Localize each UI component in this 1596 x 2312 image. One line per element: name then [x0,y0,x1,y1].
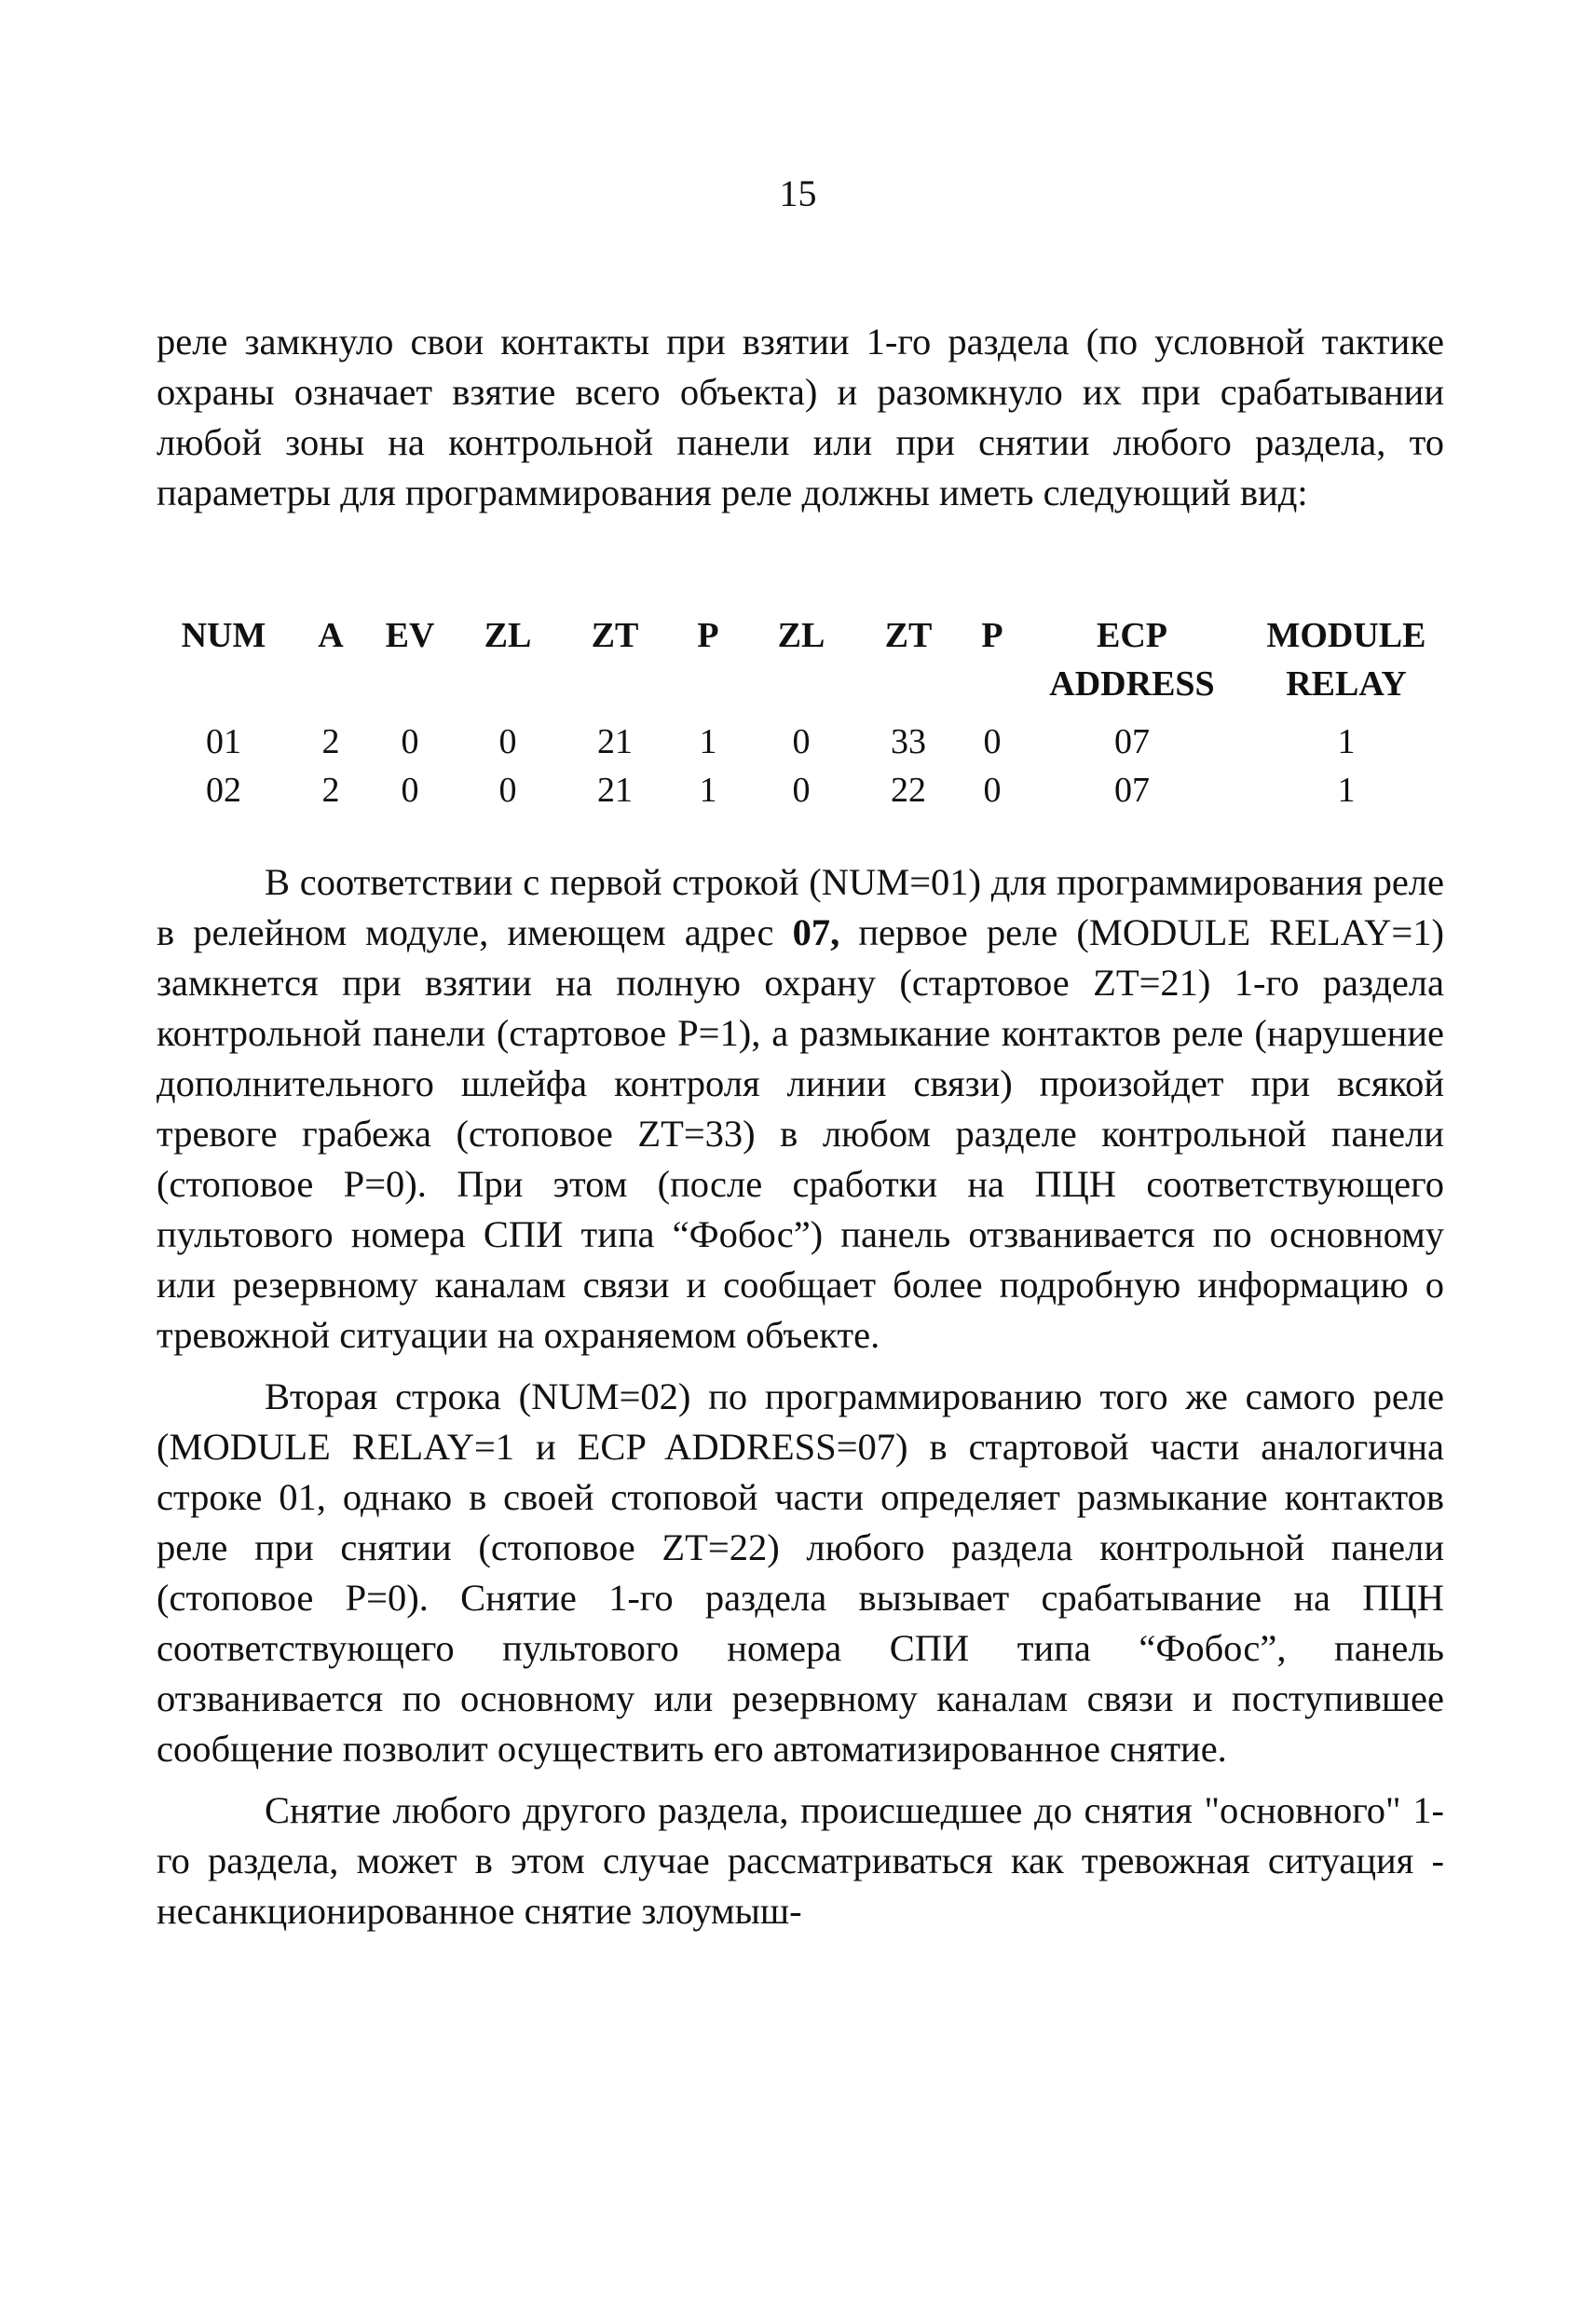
paragraph-text: В соответствии с первой строкой (NUM=01) для программирования реле в релейном модуле, имеющем адрес [157,861,1444,953]
table-cell: 07 [1114,771,1150,810]
paragraph-text: первое реле (MODULE RELAY=1) замкнется при взятии на полную охрану (стартовое ZT=21) 1-го раздела контрольной панели (стартовое P=1), а размыкание контактов реле (нарушение дополнительного шлейфа контроля линии связи) произойдет при всякой тревоге грабежа (стоповое ZT=33) в любом разделе контрольной панели (стоповое P=0). При этом (после сработки на ПЦН соответствующего пультового номера СПИ типа “Фобос”) панель отзванивается по основному или резервному каналам связи и сообщает более подробную информацию о тревожной ситуации на охраняемом объекте. [157,911,1444,1356]
table-row [149,708,1453,766]
relay-parameter-table [149,611,1453,814]
table-cell: 2 [321,771,340,810]
table-cell: 0 [792,722,811,761]
header-num: NUM [181,616,266,655]
page-number: 15 [779,172,817,214]
table-cell: 21 [597,771,633,810]
table-cell: 0 [401,722,419,761]
header-ev: EV [385,616,435,655]
table-header-row [149,611,1453,708]
table-cell: 0 [983,771,1002,810]
header-module-relay [1239,611,1453,708]
header-zl-start: ZL [484,616,532,655]
header-module: MODULE [1266,616,1426,655]
header-relay: RELAY [1286,664,1407,704]
table-cell: 22 [891,771,926,810]
header-address: ADDRESS [1049,664,1215,704]
table-cell: 1 [699,771,717,810]
intro-paragraph: реле замкнуло свои контакты при взятии 1-го раздела (по условной тактике охраны означает взятие всего объекта) и разомкнуло их при срабатывании любой зоны на контрольной панели или при снятии любого раздела, то параметры для программирования реле должны иметь следующий вид: [157,321,1444,513]
body-text [157,857,1444,1936]
header-ecp: ECP [1097,616,1167,655]
table-cell: 0 [983,722,1002,761]
header-p-stop: P [981,616,1003,655]
paragraph-second-row-explanation: Вторая строка (NUM=02) по программированию того же самого реле (MODULE RELAY=1 и ECP ADDRESS=07) в стартовой части аналогична строке 01, однако в своей стоповой части определяет размыкание контактов реле при снятии (стоповое ZT=22) любого раздела контрольной панели (стоповое P=0). Снятие 1-го раздела вызывает срабатывание на ПЦН соответствующего пультового номера СПИ типа “Фобос”, панель отзванивается по основному или резервному каналам связи и поступившее сообщение позволит осуществить его автоматизированное снятие. [157,1375,1444,1770]
table-cell: 02 [206,771,241,810]
table-cell: 33 [891,722,926,761]
ecp-address-emphasis: 07, [792,911,840,953]
table-cell: 07 [1114,722,1150,761]
table-cell: 1 [1337,722,1356,761]
paragraph-first-row-explanation [157,857,1444,1361]
table-cell: 0 [498,771,517,810]
table-cell: 01 [206,722,241,761]
table-cell: 0 [401,771,419,810]
header-zl-stop: ZL [777,616,825,655]
paragraph-other-partitions: Снятие любого другого раздела, происшедшее до снятия "основного" 1-го раздела, может в этом случае рассматриваться как тревожная ситуация - несанкционированное снятие злоумыш- [157,1789,1444,1932]
table-cell: 1 [699,722,717,761]
table-cell: 0 [498,722,517,761]
table-cell: 2 [321,722,340,761]
header-ecp-address [1025,611,1239,708]
table-row [149,766,1453,814]
header-a: A [318,616,344,655]
header-zt-start: ZT [591,616,639,655]
table-cell: 0 [792,771,811,810]
table-cell: 21 [597,722,633,761]
header-p-start: P [697,616,719,655]
table-cell: 1 [1337,771,1356,810]
header-zt-stop: ZT [884,616,933,655]
